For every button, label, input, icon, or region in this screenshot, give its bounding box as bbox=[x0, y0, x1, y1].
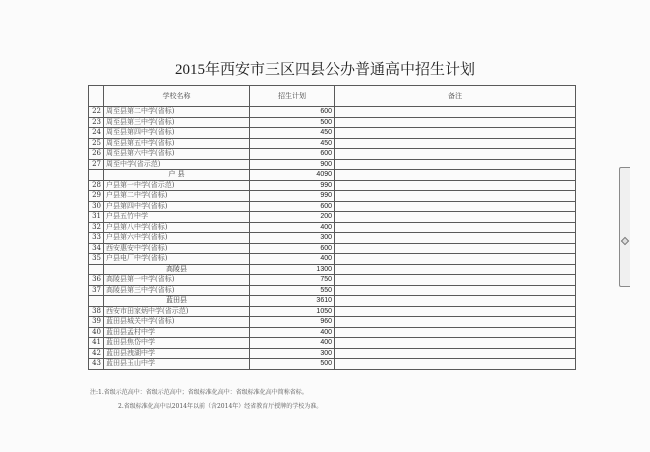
table-row bbox=[89, 191, 576, 202]
school-name: 户县第四中学(省标) bbox=[104, 201, 250, 212]
plan-count: 990 bbox=[250, 191, 335, 202]
remark-cell bbox=[335, 212, 576, 223]
plan-count: 600 bbox=[250, 243, 335, 254]
remark-cell bbox=[335, 243, 576, 254]
table-row bbox=[89, 359, 576, 370]
remark-cell bbox=[335, 275, 576, 286]
table-row bbox=[89, 285, 576, 296]
remark-cell bbox=[335, 180, 576, 191]
footnote-1: 注:1.省级示范高中：省级示范高中；省级标准化高中：省级标准化高中简称省标。 bbox=[90, 389, 308, 396]
row-index: 23 bbox=[89, 117, 104, 128]
remark-cell bbox=[335, 117, 576, 128]
row-index: 26 bbox=[89, 149, 104, 160]
school-name: 户县第一中学(省示范) bbox=[104, 180, 250, 191]
row-index: 35 bbox=[89, 254, 104, 265]
row-index: 40 bbox=[89, 327, 104, 338]
header-school: 学校名称 bbox=[104, 86, 250, 107]
table-row bbox=[89, 201, 576, 212]
table-row bbox=[89, 327, 576, 338]
school-name: 周至县第五中学(省标) bbox=[104, 138, 250, 149]
school-name: 户县第八中学(省标) bbox=[104, 222, 250, 233]
table-row bbox=[89, 149, 576, 160]
county-name: 高陵县 bbox=[104, 264, 250, 275]
row-index: 43 bbox=[89, 359, 104, 370]
remark-cell bbox=[335, 296, 576, 307]
remark-cell bbox=[335, 201, 576, 212]
plan-count: 3610 bbox=[250, 296, 335, 307]
table-header-row bbox=[89, 86, 576, 107]
school-name: 蓝田县城关中学(省标) bbox=[104, 317, 250, 328]
school-name: 周至县第四中学(省标) bbox=[104, 128, 250, 139]
plan-count: 960 bbox=[250, 317, 335, 328]
row-index: 24 bbox=[89, 128, 104, 139]
plan-count: 300 bbox=[250, 348, 335, 359]
table-row bbox=[89, 222, 576, 233]
table-row bbox=[89, 212, 576, 223]
table-row bbox=[89, 243, 576, 254]
row-index: 39 bbox=[89, 317, 104, 328]
plan-count: 900 bbox=[250, 159, 335, 170]
school-name: 周至县第六中学(省标) bbox=[104, 149, 250, 160]
table-row bbox=[89, 254, 576, 265]
row-index: 32 bbox=[89, 222, 104, 233]
row-index: 30 bbox=[89, 201, 104, 212]
footnote-2: 2.省级标准化高中以2014年以前（含2014年）经省教育厅授牌的学校为准。 bbox=[118, 403, 323, 410]
plan-count: 500 bbox=[250, 117, 335, 128]
table-row bbox=[89, 117, 576, 128]
school-name: 户县第六中学(省标) bbox=[104, 233, 250, 244]
row-index bbox=[89, 264, 104, 275]
row-index: 31 bbox=[89, 212, 104, 223]
row-index: 37 bbox=[89, 285, 104, 296]
remark-cell bbox=[335, 191, 576, 202]
remark-cell bbox=[335, 306, 576, 317]
table-row bbox=[89, 348, 576, 359]
row-index bbox=[89, 296, 104, 307]
document-title: 2015年西安市三区四县公办普通高中招生计划 bbox=[174, 62, 475, 78]
remark-cell bbox=[335, 338, 576, 349]
row-index: 34 bbox=[89, 243, 104, 254]
plan-count: 990 bbox=[250, 180, 335, 191]
plan-count: 1300 bbox=[250, 264, 335, 275]
table-row bbox=[89, 138, 576, 149]
plan-count: 600 bbox=[250, 107, 335, 118]
row-index: 36 bbox=[89, 275, 104, 286]
school-name: 蓝田县焦岱中学 bbox=[104, 338, 250, 349]
header-plan: 招生计划 bbox=[250, 86, 335, 107]
remark-cell bbox=[335, 359, 576, 370]
plan-count: 750 bbox=[250, 275, 335, 286]
remark-cell bbox=[335, 149, 576, 160]
enrollment-plan-table bbox=[88, 85, 576, 370]
row-index: 41 bbox=[89, 338, 104, 349]
table-row bbox=[89, 180, 576, 191]
row-index: 27 bbox=[89, 159, 104, 170]
remark-cell bbox=[335, 138, 576, 149]
remark-cell bbox=[335, 327, 576, 338]
table-row bbox=[89, 317, 576, 328]
remark-cell bbox=[335, 285, 576, 296]
table-row bbox=[89, 338, 576, 349]
table-row bbox=[89, 233, 576, 244]
remark-cell bbox=[335, 107, 576, 118]
plan-count: 600 bbox=[250, 149, 335, 160]
school-name: 周至县第二中学(省标) bbox=[104, 107, 250, 118]
remark-cell bbox=[335, 317, 576, 328]
plan-count: 500 bbox=[250, 359, 335, 370]
plan-count: 200 bbox=[250, 212, 335, 223]
school-name: 户县五竹中学 bbox=[104, 212, 250, 223]
county-subtotal-row bbox=[89, 264, 576, 275]
school-name: 蓝田县洩湖中学 bbox=[104, 348, 250, 359]
table-row bbox=[89, 107, 576, 118]
remark-cell bbox=[335, 222, 576, 233]
plan-count: 550 bbox=[250, 285, 335, 296]
row-index: 25 bbox=[89, 138, 104, 149]
plan-count: 300 bbox=[250, 233, 335, 244]
county-name: 户 县 bbox=[104, 170, 250, 181]
plan-count: 450 bbox=[250, 128, 335, 139]
table-row bbox=[89, 159, 576, 170]
school-name: 高陵县第一中学(省标) bbox=[104, 275, 250, 286]
row-index: 29 bbox=[89, 191, 104, 202]
remark-cell bbox=[335, 233, 576, 244]
plan-count: 400 bbox=[250, 222, 335, 233]
row-index: 42 bbox=[89, 348, 104, 359]
plan-count: 400 bbox=[250, 254, 335, 265]
school-name: 西安市田家炳中学(省示范) bbox=[104, 306, 250, 317]
row-index: 28 bbox=[89, 180, 104, 191]
page-scroll-handle[interactable] bbox=[619, 167, 630, 287]
row-index bbox=[89, 170, 104, 181]
scroll-marker-icon bbox=[621, 237, 629, 245]
remark-cell bbox=[335, 348, 576, 359]
plan-count: 600 bbox=[250, 201, 335, 212]
table-row bbox=[89, 306, 576, 317]
school-name: 周至中学(省示范) bbox=[104, 159, 250, 170]
county-subtotal-row bbox=[89, 170, 576, 181]
school-name: 西安惠安中学(省标) bbox=[104, 243, 250, 254]
school-name: 户县电厂中学(省标) bbox=[104, 254, 250, 265]
remark-cell bbox=[335, 159, 576, 170]
school-name: 户县第二中学(省标) bbox=[104, 191, 250, 202]
remark-cell bbox=[335, 170, 576, 181]
table-row bbox=[89, 275, 576, 286]
remark-cell bbox=[335, 128, 576, 139]
plan-count: 4090 bbox=[250, 170, 335, 181]
remark-cell bbox=[335, 254, 576, 265]
plan-count: 400 bbox=[250, 327, 335, 338]
school-name: 高陵县第三中学(省标) bbox=[104, 285, 250, 296]
row-index: 38 bbox=[89, 306, 104, 317]
row-index: 22 bbox=[89, 107, 104, 118]
plan-count: 450 bbox=[250, 138, 335, 149]
header-remark: 备注 bbox=[335, 86, 576, 107]
school-name: 蓝田县孟村中学 bbox=[104, 327, 250, 338]
school-name: 蓝田县玉山中学 bbox=[104, 359, 250, 370]
county-name: 蓝田县 bbox=[104, 296, 250, 307]
remark-cell bbox=[335, 264, 576, 275]
county-subtotal-row bbox=[89, 296, 576, 307]
header-index bbox=[89, 86, 104, 107]
plan-count: 400 bbox=[250, 338, 335, 349]
plan-count: 1050 bbox=[250, 306, 335, 317]
row-index: 33 bbox=[89, 233, 104, 244]
table-row bbox=[89, 128, 576, 139]
school-name: 周至县第三中学(省标) bbox=[104, 117, 250, 128]
